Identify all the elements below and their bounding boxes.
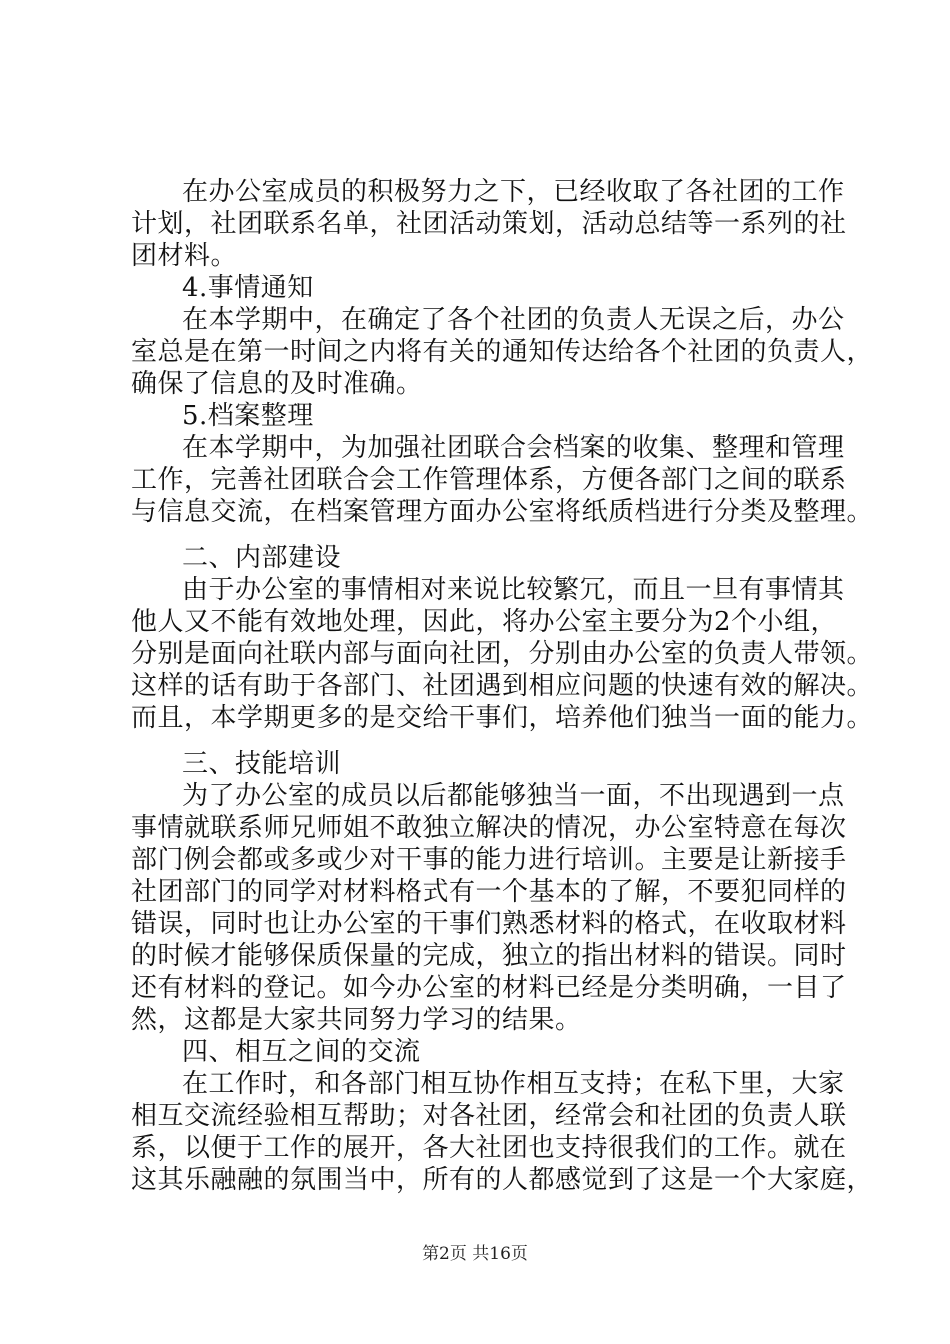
paragraph-line: 分别是面向社联内部与面向社团，分别由办公室的负责人带领。 <box>131 639 874 669</box>
paragraph-line: 部门例会都或多或少对干事的能力进行培训。主要是让新接手 <box>131 845 847 875</box>
page-number-footer: 第2页 共16页 <box>422 1244 528 1264</box>
paragraph-line: 的时候才能够保质保量的完成，独立的指出材料的错误。同时 <box>131 941 847 971</box>
paragraph-line: 社团部门的同学对材料格式有一个基本的了解，不要犯同样的 <box>131 877 847 907</box>
paragraph-line: 错误，同时也让办公室的干事们熟悉材料的格式，在收取材料 <box>131 909 847 939</box>
section-heading: 四、相互之间的交流 <box>182 1037 421 1067</box>
paragraph-line: 他人又不能有效地处理，因此，将办公室主要分为2个小组， <box>131 607 838 637</box>
section-heading: 三、技能培训 <box>182 749 342 779</box>
paragraph-line: 这样的话有助于各部门、社团遇到相应问题的快速有效的解决。 <box>131 671 874 701</box>
paragraph-line: 团材料。 <box>131 241 238 271</box>
section-heading: 4.事情通知 <box>182 273 314 303</box>
paragraph-line: 而且，本学期更多的是交给干事们，培养他们独当一面的能力。 <box>131 703 874 733</box>
paragraph-line: 系，以便于工作的展开，各大社团也支持很我们的工作。就在 <box>131 1133 847 1163</box>
paragraph-line: 在本学期中，在确定了各个社团的负责人无误之后，办公 <box>182 305 845 335</box>
paragraph-line: 室总是在第一时间之内将有关的通知传达给各个社团的负责人， <box>131 337 874 367</box>
paragraph-line: 还有材料的登记。如今办公室的材料已经是分类明确，一目了 <box>131 973 847 1003</box>
section-heading: 5.档案整理 <box>182 401 314 431</box>
paragraph-line: 在本学期中，为加强社团联合会档案的收集、整理和管理 <box>182 433 845 463</box>
paragraph-line: 然，这都是大家共同努力学习的结果。 <box>131 1005 582 1035</box>
paragraph-line: 在工作时，和各部门相互协作相互支持；在私下里，大家 <box>182 1069 845 1099</box>
paragraph-line: 这其乐融融的氛围当中，所有的人都感觉到了这是一个大家庭， <box>131 1165 874 1195</box>
paragraph-line: 工作，完善社团联合会工作管理体系，方便各部门之间的联系 <box>131 465 847 495</box>
section-heading: 二、内部建设 <box>182 543 342 573</box>
paragraph-line: 事情就联系师兄师姐不敢独立解决的情况，办公室特意在每次 <box>131 813 847 843</box>
paragraph-line: 在办公室成员的积极努力之下，已经收取了各社团的工作 <box>182 177 845 207</box>
paragraph-line: 与信息交流，在档案管理方面办公室将纸质档进行分类及整理。 <box>131 497 874 527</box>
paragraph-line: 确保了信息的及时准确。 <box>131 369 423 399</box>
paragraph-line: 由于办公室的事情相对来说比较繁冗，而且一旦有事情其 <box>182 575 845 605</box>
paragraph-line: 为了办公室的成员以后都能够独当一面，不出现遇到一点 <box>182 781 845 811</box>
paragraph-line: 计划，社团联系名单，社团活动策划，活动总结等一系列的社 <box>131 209 847 239</box>
paragraph-line: 相互交流经验相互帮助；对各社团，经常会和社团的负责人联 <box>131 1101 847 1131</box>
